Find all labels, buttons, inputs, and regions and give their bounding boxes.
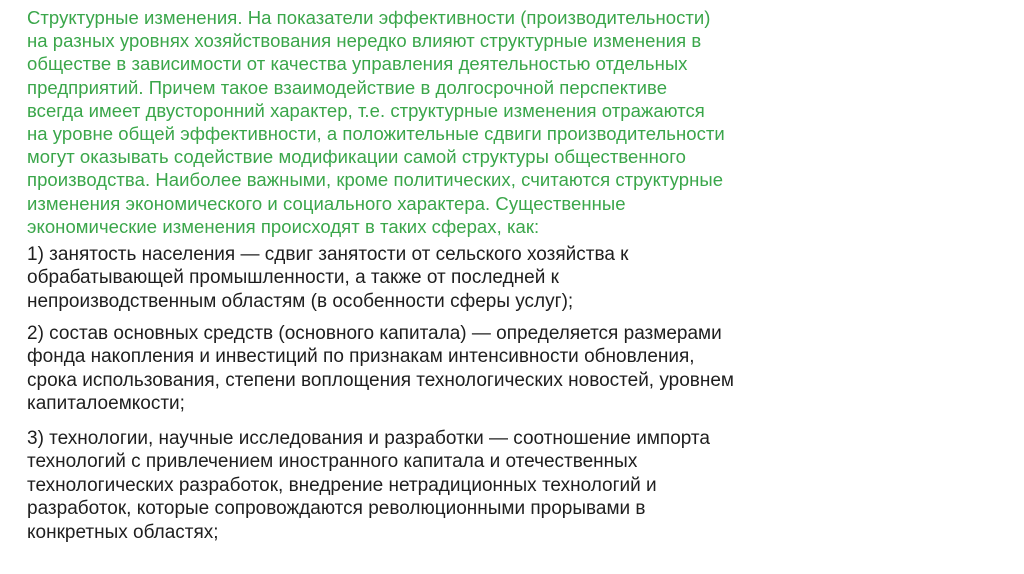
- intro-paragraph: Структурные изменения. На показатели эффективности (производительности) на разных уровнях хозяйствования нередко влияют структурные изменения в обществе в зависимости от качества управления деятельностью отдельных предприятий. Причем такое взаимодействие в долгосрочной перспективе всегда имеет двусторонний характер, т.е. структурные изменения отражаются на уровне общей эффективности, а положительные сдвиги производительности могут оказывать содействие модификации самой структуры общественного производства. Наиболее важными, кроме политических, считаются структурные изменения экономического и социального характера. Существенные экономические изменения происходят в таких сферах, как:: [27, 7, 725, 237]
- list-item-technologies: 3) технологии, научные исследования и разработки — соотношение импорта технологий с привлечением иностранного капитала и отечественных технологических разработок, внедрение нетрадиционных технологий и разработок, которые сопровождаются революционными прорывами в конкретных областях;: [27, 428, 710, 543]
- list-item-employment: 1) занятость населения — сдвиг занятости от сельского хозяйства к обрабатывающей промышленности, а также от последней к непроизводственным областям (в особенности сферы услуг);: [27, 244, 629, 312]
- list-item-fixed-assets: 2) состав основных средств (основного капитала) — определяется размерами фонда накопления и инвестиций по признакам интенсивности обновления, срока использования, степени воплощения технологических новостей, уровнем капиталоемкости;: [27, 323, 734, 415]
